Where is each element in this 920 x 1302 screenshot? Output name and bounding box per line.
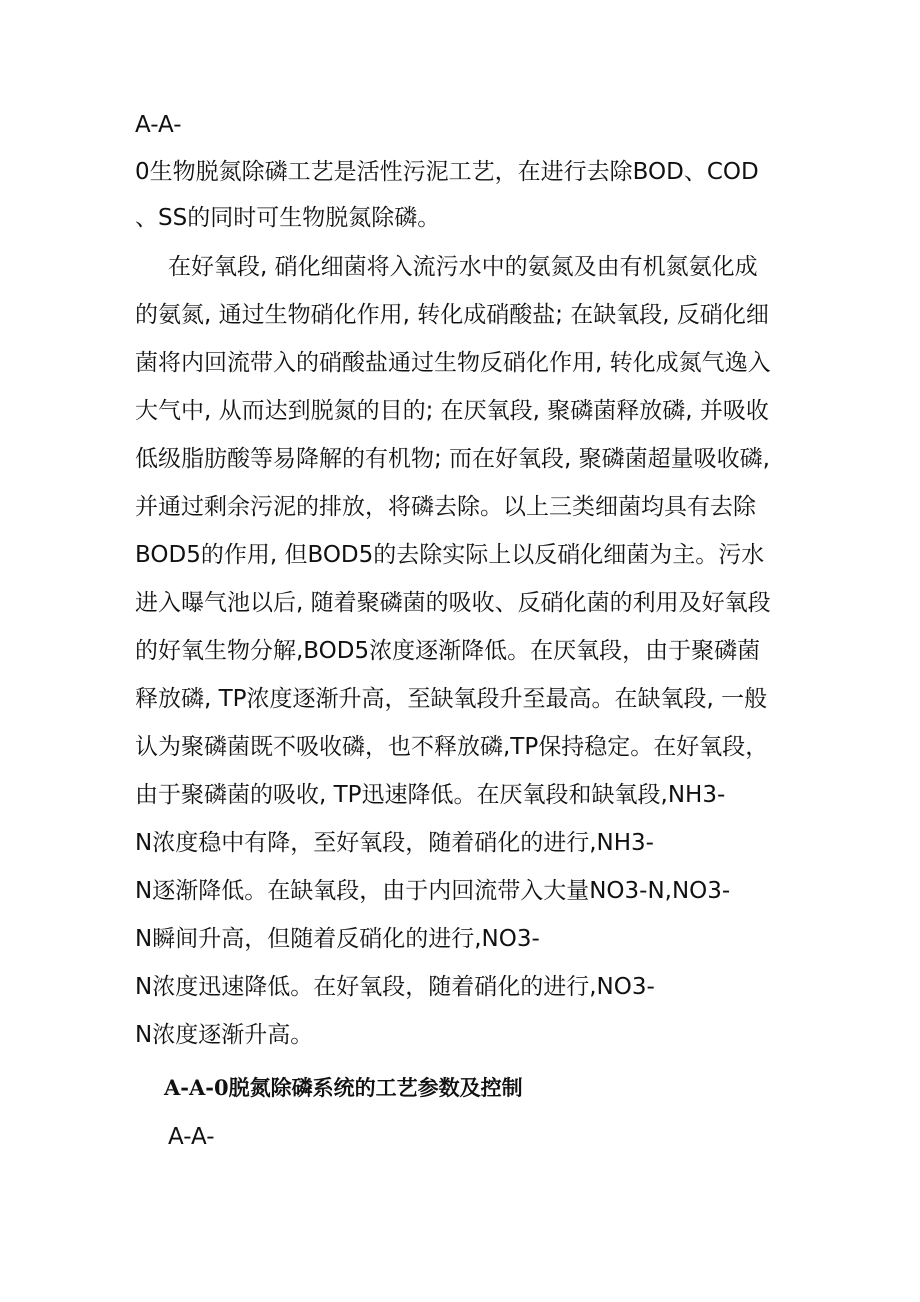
trailing-line: A-A- xyxy=(168,1124,215,1150)
body-line: 并通过剩余污泥的排放，将磷去除。以上三类细菌均具有去除 xyxy=(135,494,756,520)
body-line: N逐渐降低。在缺氧段，由于内回流带入大量NO3-N,NO3- xyxy=(135,878,731,904)
body-line: 菌将内回流带入的硝酸盐通过生物反硝化作用, 转化成氮气逸入 xyxy=(135,350,771,376)
intro-line: 0生物脱氮除磷工艺是活性污泥工艺，在进行去除BOD、COD xyxy=(135,159,759,185)
body-line: 的好氧生物分解,BOD5浓度逐渐降低。在厌氧段，由于聚磷菌 xyxy=(135,638,761,664)
body-line: 的氨氮, 通过生物硝化作用, 转化成硝酸盐; 在缺氧段, 反硝化细 xyxy=(135,302,769,328)
intro-line: A-A- xyxy=(135,112,182,138)
body-line: 认为聚磷菌既不吸收磷，也不释放磷,TP保持稳定。在好氧段， xyxy=(135,734,769,760)
body-line: N浓度稳中有降，至好氧段，随着硝化的进行,NH3- xyxy=(135,830,654,856)
body-line: 释放磷, TP浓度逐渐升高，至缺氧段升至最高。在缺氧段, 一般 xyxy=(135,686,768,712)
intro-line: 、SS的同时可生物脱氮除磷。 xyxy=(135,205,441,231)
body-line: BOD5的作用, 但BOD5的去除实际上以反硝化细菌为主。污水 xyxy=(135,542,765,568)
body-line: 由于聚磷菌的吸收, TP迅速降低。在厌氧段和缺氧段,NH3- xyxy=(135,782,726,808)
body-line: 在好氧段, 硝化细菌将入流污水中的氨氮及由有机氮氨化成 xyxy=(168,254,758,280)
body-line: 低级脂肪酸等易降解的有机物; 而在好氧段, 聚磷菌超量吸收磷, xyxy=(135,446,770,472)
section-heading: A-A-0脱氮除磷系统的工艺参数及控制 xyxy=(164,1075,523,1100)
body-line: 大气中, 从而达到脱氮的目的; 在厌氧段, 聚磷菌释放磷, 并吸收 xyxy=(135,398,769,424)
body-line: N浓度逐渐升高。 xyxy=(135,1022,314,1048)
body-line: N浓度迅速降低。在好氧段，随着硝化的进行,NO3- xyxy=(135,974,655,1000)
body-line: 进入曝气池以后, 随着聚磷菌的吸收、反硝化菌的利用及好氧段 xyxy=(135,590,771,616)
body-line: N瞬间升高，但随着反硝化的进行,NO3- xyxy=(135,926,540,952)
